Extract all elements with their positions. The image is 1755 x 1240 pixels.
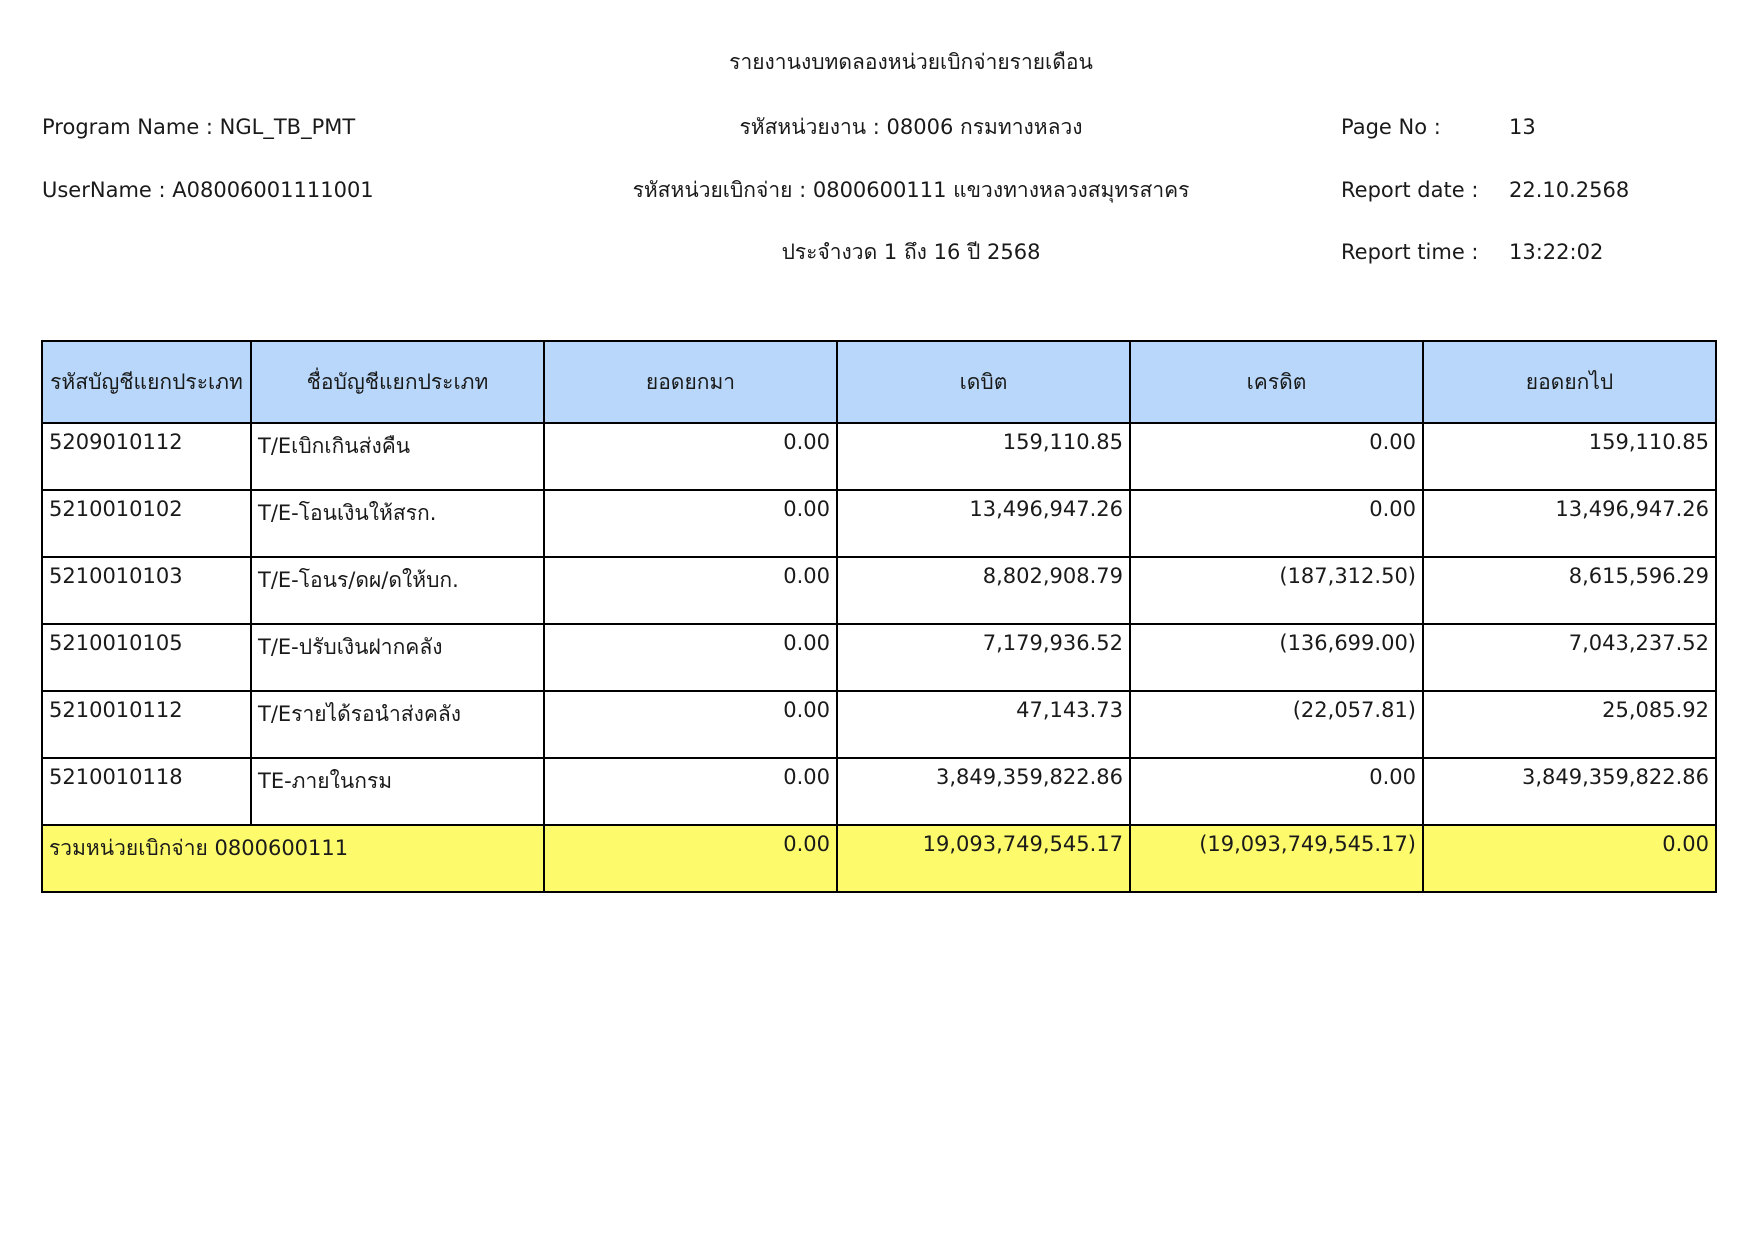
cell-account-name: T/E-โอนร/ดผ/ดให้บก. <box>251 557 544 624</box>
cell-carried-forward: 0.00 <box>544 423 837 490</box>
disbursing-unit: รหัสหน่วยเบิกจ่าย : 0800600111 แขวงทางหลวงสมุทรสาคร <box>632 178 1190 202</box>
total-debit: 19,093,749,545.17 <box>837 825 1130 892</box>
cell-credit: 0.00 <box>1130 490 1423 557</box>
cell-carried-forward: 0.00 <box>544 624 837 691</box>
header-credit: เครดิต <box>1130 341 1423 423</box>
header-account-code: รหัสบัญชีแยกประเภท <box>42 341 251 423</box>
report-time-value: 13:22:02 <box>1509 240 1604 264</box>
cell-balance: 13,496,947.26 <box>1423 490 1716 557</box>
cell-credit: 0.00 <box>1130 758 1423 825</box>
header-balance: ยอดยกไป <box>1423 341 1716 423</box>
header-debit: เดบิต <box>837 341 1130 423</box>
total-label: รวมหน่วยเบิกจ่าย 0800600111 <box>42 825 544 892</box>
report-date-label: Report date : <box>1341 178 1479 202</box>
cell-carried-forward: 0.00 <box>544 490 837 557</box>
cell-account-name: T/E-ปรับเงินฝากคลัง <box>251 624 544 691</box>
cell-credit: (187,312.50) <box>1130 557 1423 624</box>
cell-debit: 13,496,947.26 <box>837 490 1130 557</box>
report-date-value: 22.10.2568 <box>1509 178 1630 202</box>
table-row <box>42 758 1716 825</box>
cell-debit: 3,849,359,822.86 <box>837 758 1130 825</box>
total-carried-forward: 0.00 <box>544 825 837 892</box>
cell-account-name: TE-ภายในกรม <box>251 758 544 825</box>
table-row <box>42 423 1716 490</box>
table-row <box>42 624 1716 691</box>
program-name: Program Name : NGL_TB_PMT <box>42 115 356 139</box>
table-header-row <box>42 341 1716 423</box>
cell-balance: 8,615,596.29 <box>1423 557 1716 624</box>
table-row <box>42 557 1716 624</box>
cell-carried-forward: 0.00 <box>544 691 837 758</box>
cell-debit: 8,802,908.79 <box>837 557 1130 624</box>
cell-account-code: 5210010105 <box>42 624 251 691</box>
cell-debit: 159,110.85 <box>837 423 1130 490</box>
report-time-label: Report time : <box>1341 240 1479 264</box>
trial-balance-table <box>41 340 1717 893</box>
cell-account-code: 5210010112 <box>42 691 251 758</box>
header-carried-forward: ยอดยกมา <box>544 341 837 423</box>
cell-balance: 25,085.92 <box>1423 691 1716 758</box>
total-credit: (19,093,749,545.17) <box>1130 825 1423 892</box>
cell-credit: (22,057.81) <box>1130 691 1423 758</box>
cell-account-code: 5210010103 <box>42 557 251 624</box>
cell-credit: (136,699.00) <box>1130 624 1423 691</box>
page-no-value: 13 <box>1509 115 1536 139</box>
agency-code: รหัสหน่วยงาน : 08006 กรมทางหลวง <box>739 115 1083 139</box>
report-title: รายงานงบทดลองหน่วยเบิกจ่ายรายเดือน <box>729 50 1093 74</box>
cell-carried-forward: 0.00 <box>544 557 837 624</box>
report-period: ประจำงวด 1 ถึง 16 ปี 2568 <box>781 240 1041 264</box>
cell-account-code: 5210010102 <box>42 490 251 557</box>
total-row <box>42 825 1716 892</box>
total-balance: 0.00 <box>1423 825 1716 892</box>
table-row <box>42 691 1716 758</box>
cell-account-code: 5209010112 <box>42 423 251 490</box>
cell-account-code: 5210010118 <box>42 758 251 825</box>
header-account-name: ชื่อบัญชีแยกประเภท <box>251 341 544 423</box>
cell-debit: 7,179,936.52 <box>837 624 1130 691</box>
cell-balance: 7,043,237.52 <box>1423 624 1716 691</box>
cell-credit: 0.00 <box>1130 423 1423 490</box>
cell-carried-forward: 0.00 <box>544 758 837 825</box>
cell-balance: 3,849,359,822.86 <box>1423 758 1716 825</box>
cell-account-name: T/Eรายได้รอนำส่งคลัง <box>251 691 544 758</box>
table-row <box>42 490 1716 557</box>
cell-account-name: T/Eเบิกเกินส่งคืน <box>251 423 544 490</box>
username: UserName : A08006001111001 <box>42 178 374 202</box>
cell-account-name: T/E-โอนเงินให้สรก. <box>251 490 544 557</box>
cell-balance: 159,110.85 <box>1423 423 1716 490</box>
cell-debit: 47,143.73 <box>837 691 1130 758</box>
page-no-label: Page No : <box>1341 115 1441 139</box>
